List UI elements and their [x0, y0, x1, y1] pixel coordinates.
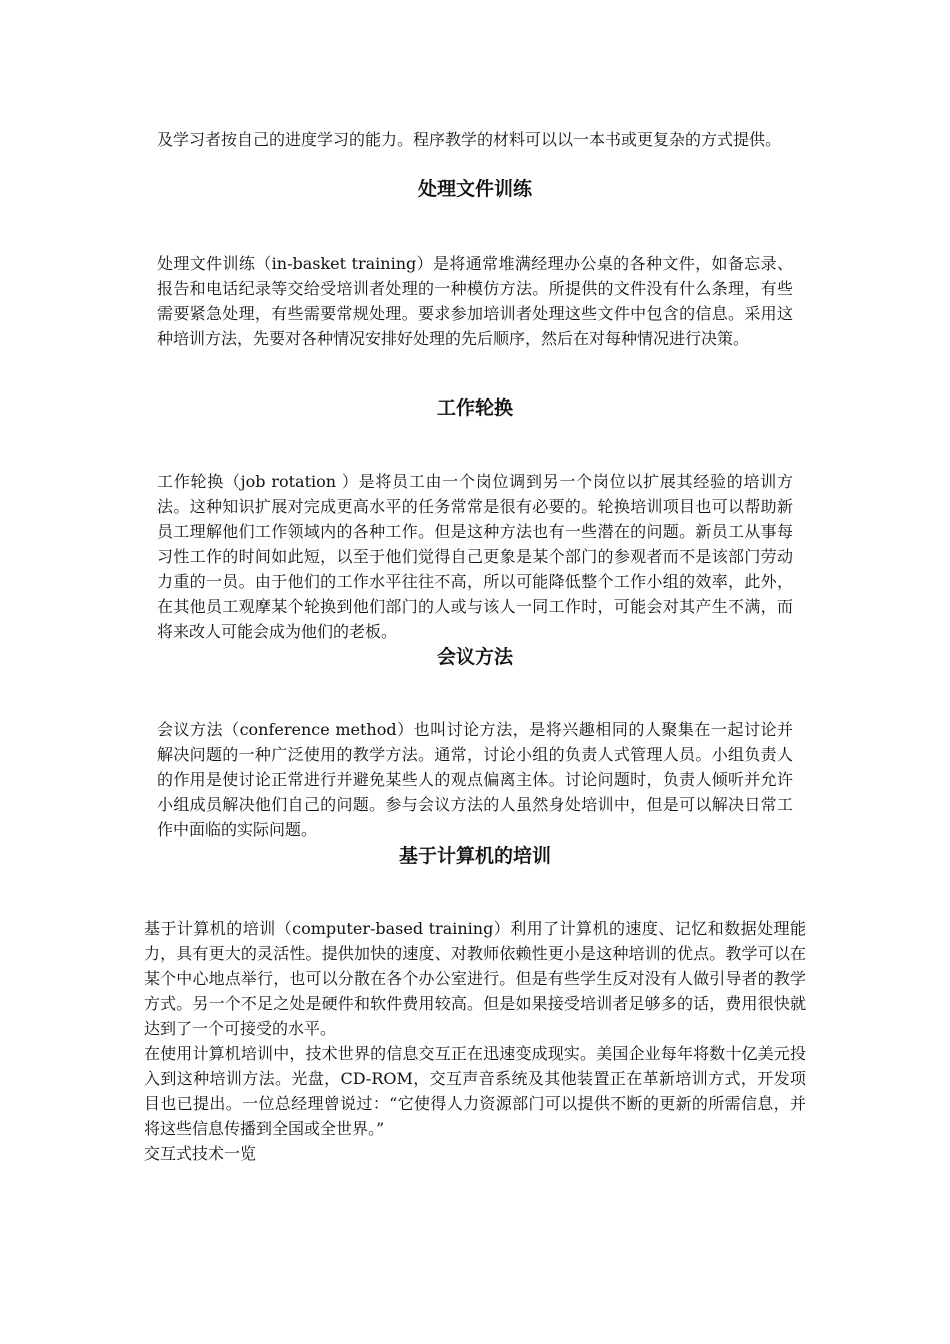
intro-paragraph: 及学习者按自己的进度学习的能力。程序教学的材料可以以一本书或更复杂的方式提供。 — [157, 130, 782, 149]
section-heading-computer-based-training: 基于计算机的培训 — [398, 845, 551, 867]
paragraph-job-rotation: 工作轮换（job rotation ）是将员工由一个岗位调到另一个岗位以扩展其经验的培训方法。这种知识扩展对完成更高水平的任务常常是很有必要的。轮换培训项目也可以帮助新员工理解他们工作领域内的各种工作。但是这种方法也有一些潜在的问题。新员工从事每习性工作的时间如此短，以至于他们觉得自己更象是某个部门的参观者而不是该部门劳动力重的一员。由于他们的工作水平往往不高，所以可能降低整个工作小组的效率，此外，在其他员工观摩某个轮换到他们部门的人或与该人一同工作时，可能会对其产生不满，而将来改人可能会成为他们的老板。 — [157, 472, 793, 641]
paragraph-computer-based-training: 基于计算机的培训（computer-based training）利用了计算机的速度、记忆和数据处理能力，具有更大的灵活性。提供加快的速度、对教师依赖性更小是这种培训的优点。教学可以在某个中心地点举行，也可以分散在各个办公室进行。但是有些学生反对没有人做引导者的教学方式。另一个不足之处是硬件和软件费用较高。但是如果接受培训者足够多的话，费用很快就达到了一个可接受的水平。 — [144, 919, 806, 1038]
paragraph-interactive-technology: 在使用计算机培训中，技术世界的信息交互正在迅速变成现实。美国企业每年将数十亿美元投入到这种培训方法。光盘，CD-ROM，交互声音系统及其他装置正在革新培训方式，开发项目也已提出。一位总经理曾说过：“它使得人力资源部门可以提供不断的更新的所需信息，并将这些信息传播到全国或全世界。” — [144, 1044, 806, 1138]
paragraph-conference-method: 会议方法（conference method）也叫讨论方法，是将兴趣相同的人聚集在一起讨论并解决问题的一种广泛使用的教学方法。通常，讨论小组的负责人式管理人员。小组负责人的作用是使讨论正常进行并避免某些人的观点偏离主体。讨论问题时，负责人倾听并允许小组成员解决他们自己的问题。参与会议方法的人虽然身处培训中，但是可以解决日常工作中面临的实际问题。 — [157, 720, 793, 839]
paragraph-interactive-overview: 交互式技术一览 — [144, 1144, 257, 1163]
section-heading-conference-method: 会议方法 — [436, 646, 513, 668]
section-heading-job-rotation: 工作轮换 — [436, 397, 513, 419]
paragraph-in-basket-training: 处理文件训练（in-basket training）是将通常堆满经理办公桌的各种文件，如备忘录、报告和电话纪录等交给受培训者处理的一种模仿方法。所提供的文件没有什么条理，有些需要紧急处理，有些需要常规处理。要求参加培训者处理这些文件中包含的信息。采用这种培训方法，先要对各种情况安排好处理的先后顺序，然后在对每种情况进行决策。 — [157, 254, 793, 348]
section-heading-in-basket-training: 处理文件训练 — [417, 178, 532, 200]
